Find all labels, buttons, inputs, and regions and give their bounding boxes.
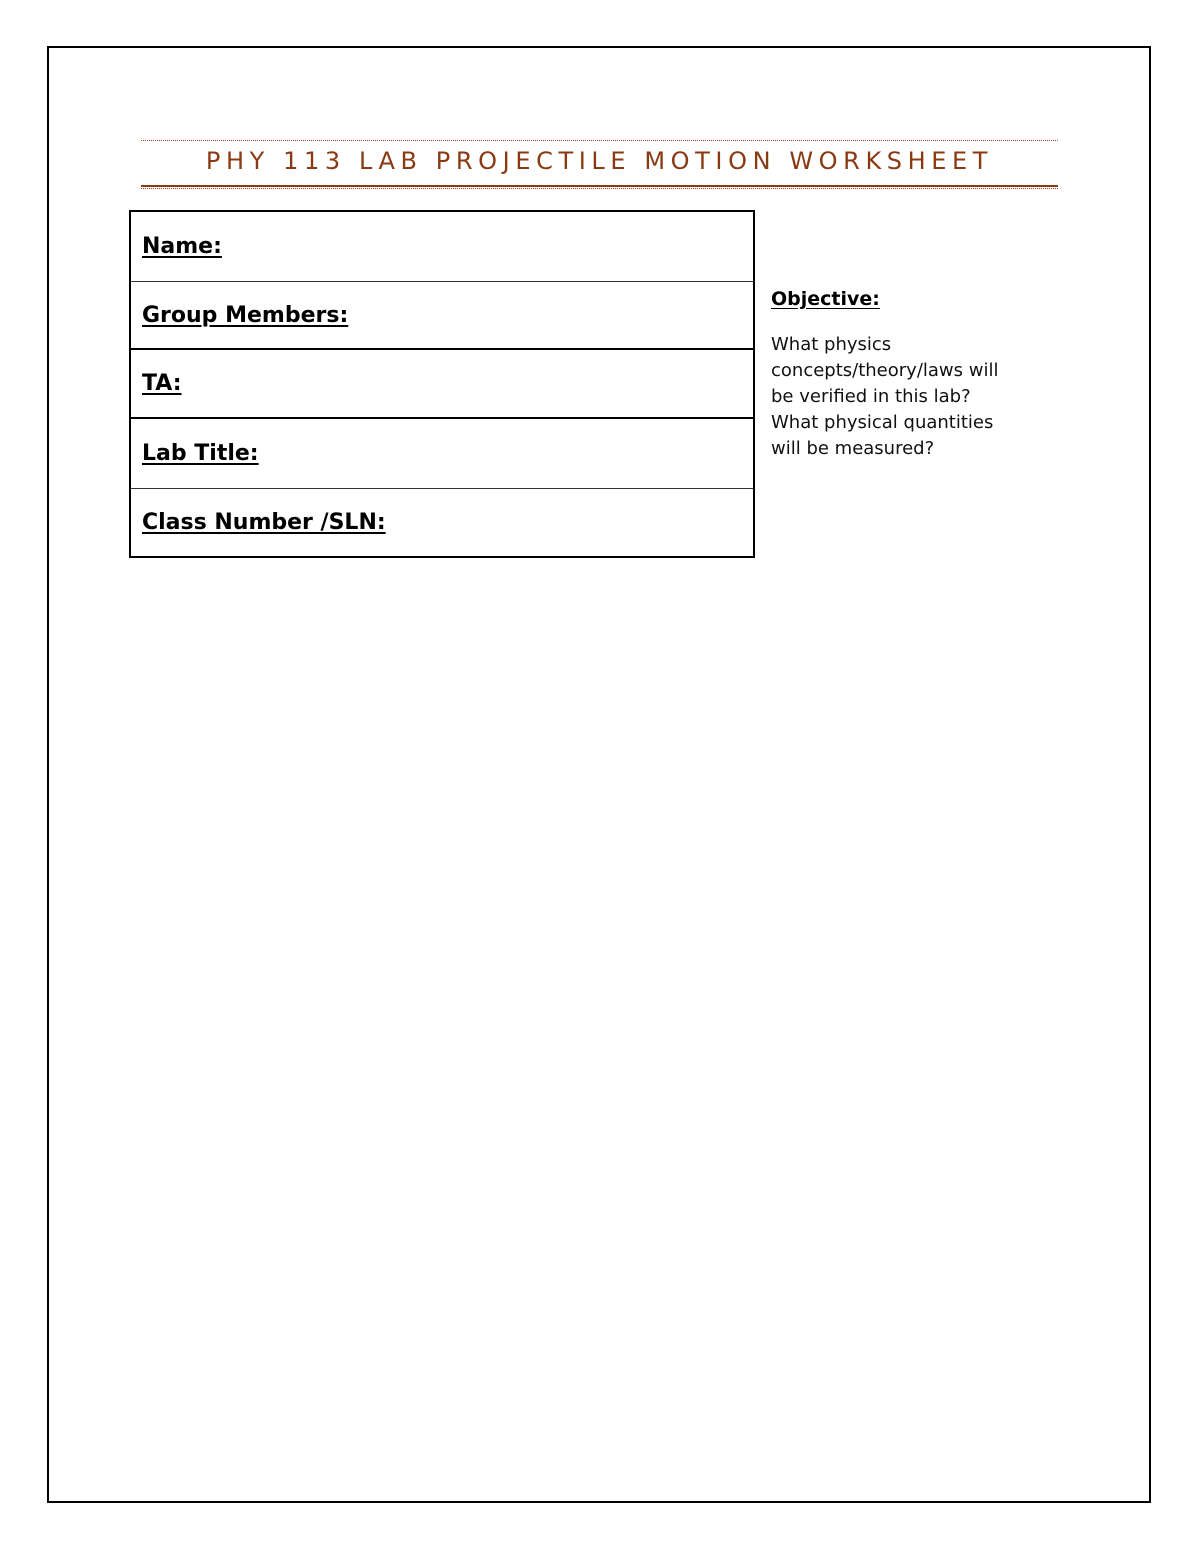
document-title: PHY 113 LAB PROJECTILE MOTION WORKSHEET bbox=[205, 147, 994, 175]
title-rule-bottom-dotted bbox=[141, 188, 1058, 189]
lab-title-label: Lab Title: bbox=[142, 440, 259, 466]
student-info-table bbox=[129, 210, 755, 558]
name-label: Name: bbox=[142, 234, 222, 259]
objective-heading: Objective: bbox=[771, 288, 880, 310]
info-row-class-number[interactable] bbox=[131, 489, 753, 556]
objective-description: What physics concepts/theory/laws will be verified in this lab? What physical quantities will be measured? bbox=[771, 334, 999, 459]
group-members-label: Group Members: bbox=[142, 302, 349, 328]
info-row-lab-title[interactable] bbox=[131, 419, 753, 487]
class-number-label: Class Number /SLN: bbox=[142, 510, 386, 535]
ta-label: TA: bbox=[142, 371, 182, 396]
info-row-group-members[interactable] bbox=[131, 282, 753, 348]
objective-section bbox=[771, 284, 1061, 462]
title-block bbox=[141, 140, 1058, 189]
info-row-name[interactable] bbox=[131, 212, 753, 281]
title-rule-bottom bbox=[141, 185, 1058, 187]
info-row-ta[interactable] bbox=[131, 350, 753, 417]
